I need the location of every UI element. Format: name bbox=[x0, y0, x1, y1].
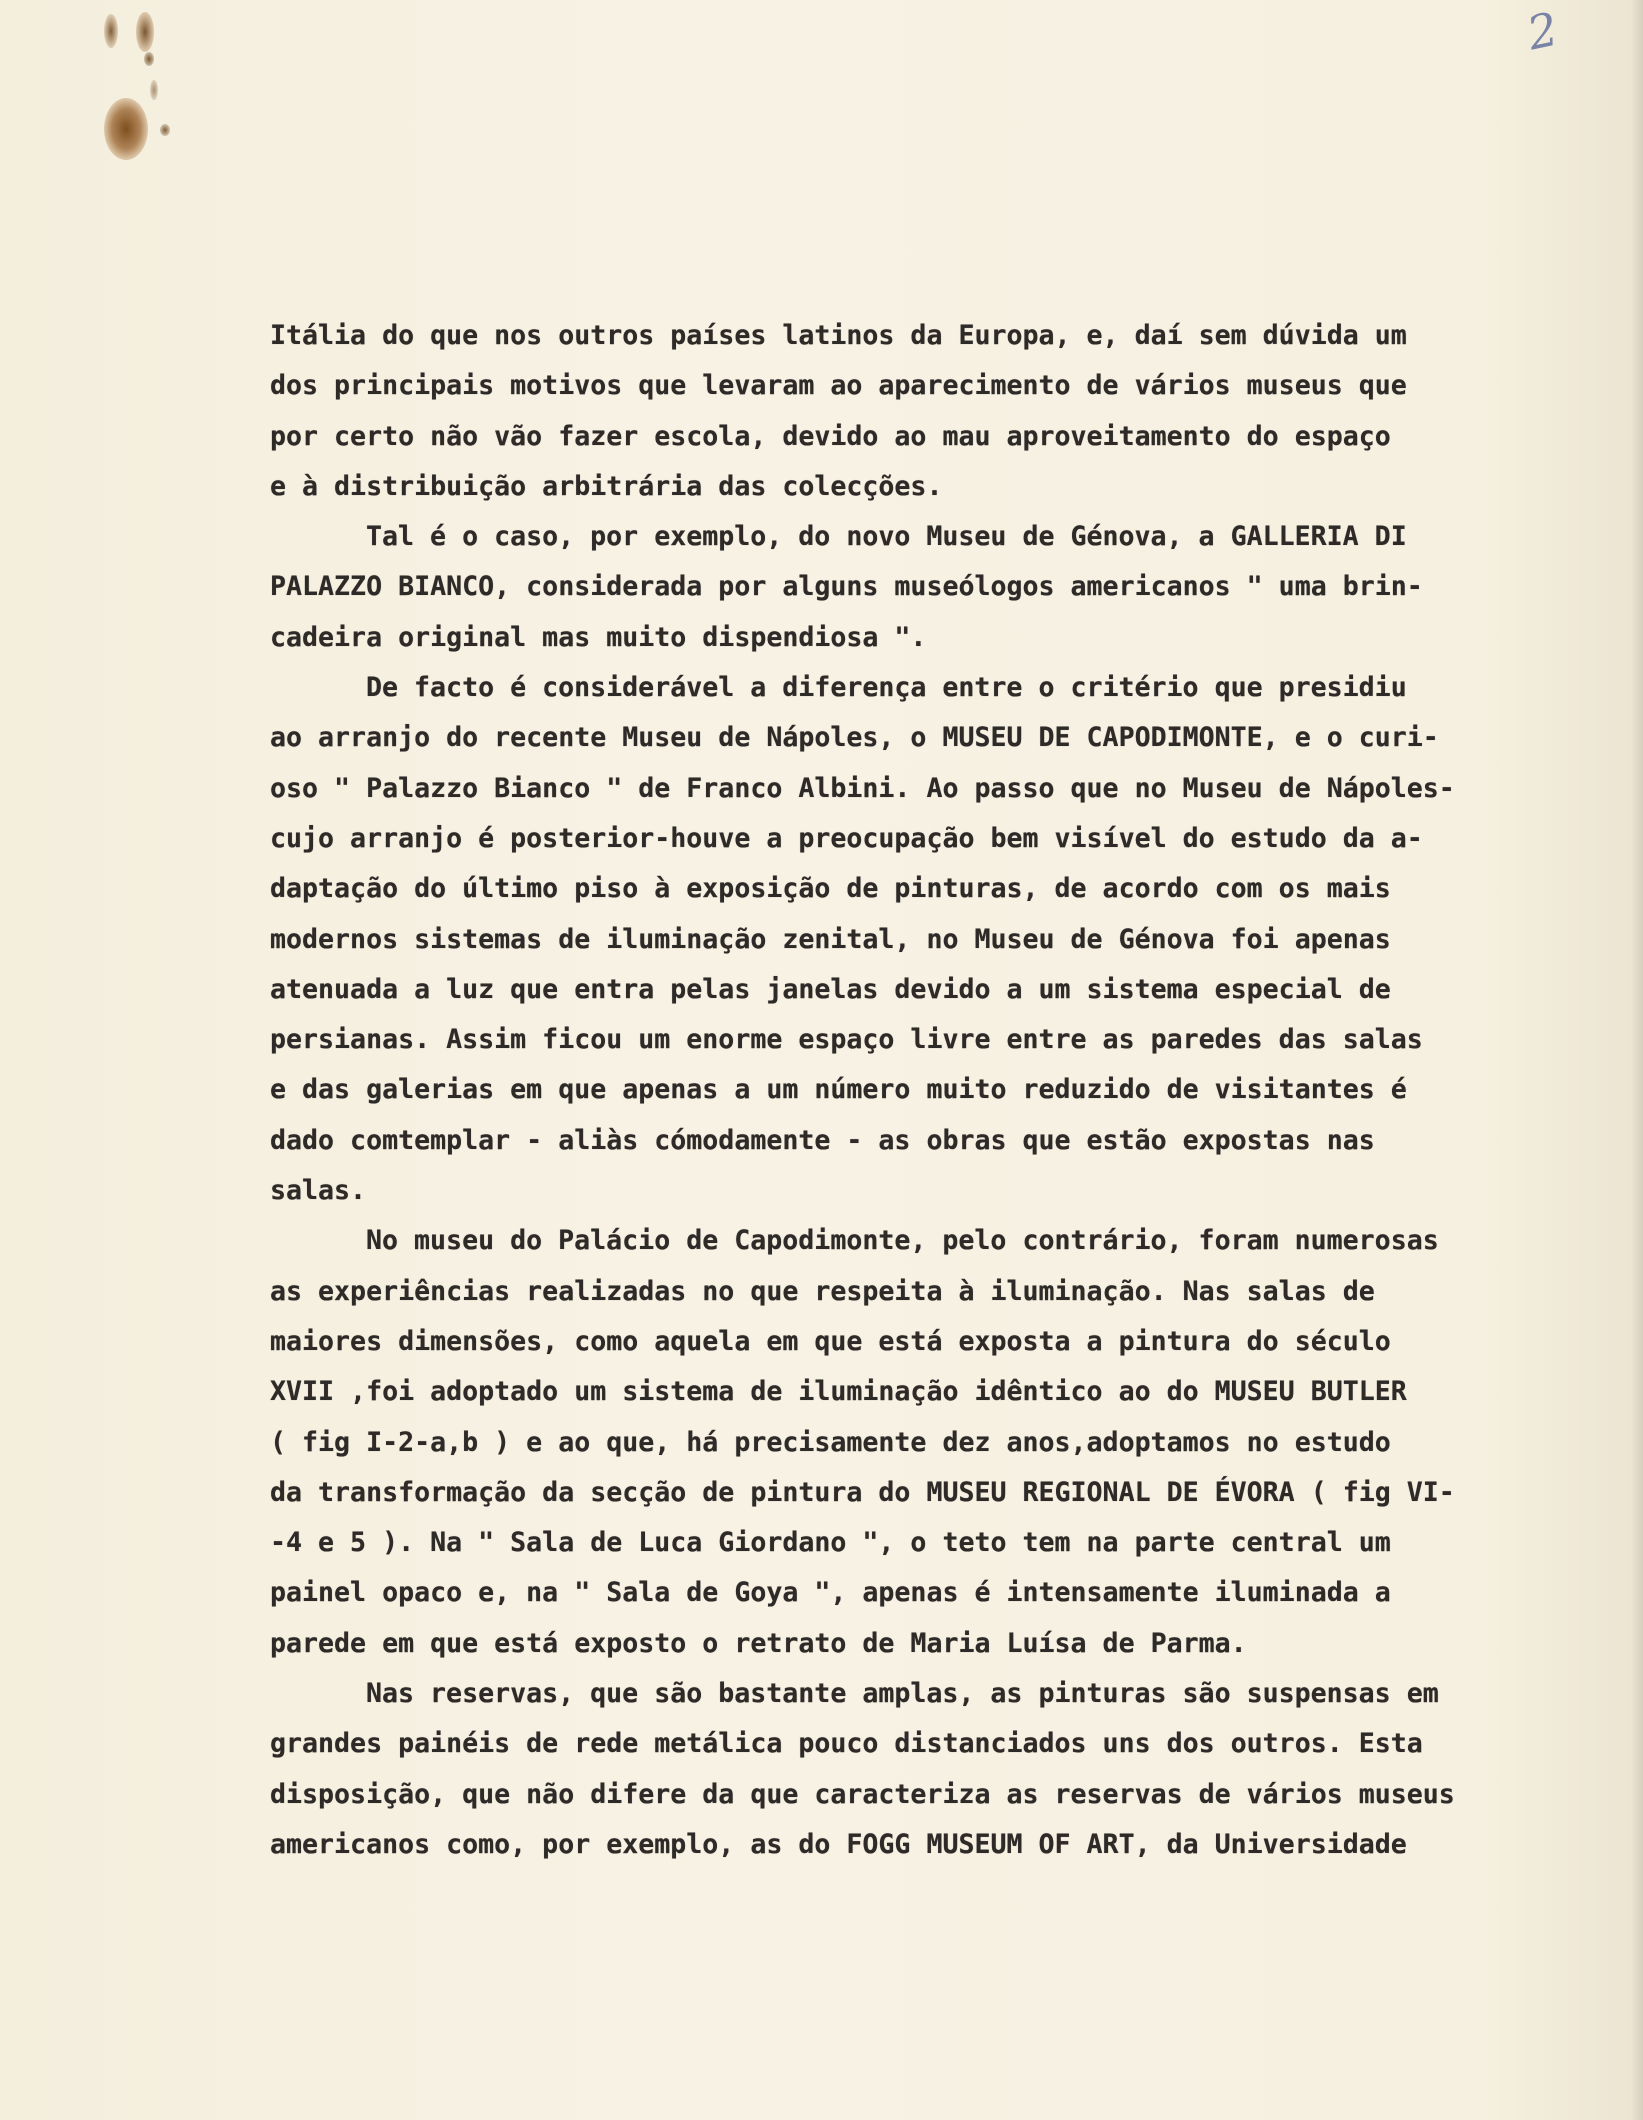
paragraph bbox=[270, 311, 1630, 512]
paragraph bbox=[270, 1216, 1630, 1669]
paragraph bbox=[270, 1669, 1630, 1870]
text-line: No museu do Palácio de Capodimonte, pelo contrário, foram numerosas bbox=[366, 1225, 1439, 1257]
paragraph bbox=[270, 512, 1630, 663]
handwritten-page-number: 2 bbox=[1522, 1, 1563, 61]
text-line: americanos como, por exemplo, as do FOGG MUSEUM OF ART, da Universidade bbox=[270, 1828, 1407, 1860]
text-line: ( fig I-2-a,b ) e ao que, há precisamente dez anos,adoptamos no estudo bbox=[270, 1426, 1391, 1458]
stain-mark bbox=[136, 12, 154, 52]
stain-mark bbox=[104, 98, 148, 160]
text-line: maiores dimensões, como aquela em que está exposta a pintura do século bbox=[270, 1325, 1391, 1357]
text-line: e à distribuição arbitrária das colecções. bbox=[270, 470, 943, 502]
stain-mark bbox=[150, 80, 158, 100]
text-line: Tal é o caso, por exemplo, do novo Museu de Génova, a GALLERIA DI bbox=[366, 521, 1407, 553]
text-line: ao arranjo do recente Museu de Nápoles, o MUSEU DE CAPODIMONTE, e o curi- bbox=[270, 722, 1439, 754]
text-line: cujo arranjo é posterior-houve a preocupação bem visível do estudo da a- bbox=[270, 822, 1423, 854]
text-line: atenuada a luz que entra pelas janelas devido a um sistema especial de bbox=[270, 973, 1391, 1005]
text-line: painel opaco e, na " Sala de Goya ", apenas é intensamente iluminada a bbox=[270, 1577, 1391, 1609]
text-line: por certo não vão fazer escola, devido ao mau aproveitamento do espaço bbox=[270, 420, 1391, 452]
text-line: XVII ,foi adoptado um sistema de iluminação idêntico ao do MUSEU BUTLER bbox=[270, 1376, 1407, 1408]
page-edge-shadow bbox=[1631, 0, 1643, 2120]
text-line: da transformação da secção de pintura do MUSEU REGIONAL DE ÉVORA ( fig VI- bbox=[270, 1476, 1455, 1508]
text-line: modernos sistemas de iluminação zenital, no Museu de Génova foi apenas bbox=[270, 923, 1391, 955]
text-line: grandes painéis de rede metálica pouco distanciados uns dos outros. Esta bbox=[270, 1728, 1423, 1760]
text-line: dado comtemplar - aliàs cómodamente - as obras que estão expostas nas bbox=[270, 1124, 1375, 1156]
text-line: Nas reservas, que são bastante amplas, as pinturas são suspensas em bbox=[366, 1678, 1439, 1710]
text-line: e das galerias em que apenas a um número muito reduzido de visitantes é bbox=[270, 1074, 1407, 1106]
text-line: salas. bbox=[270, 1175, 367, 1207]
text-line: parede em que está exposto o retrato de Maria Luísa de Parma. bbox=[270, 1627, 1247, 1659]
text-line: oso " Palazzo Bianco " de Franco Albini. Ao passo que no Museu de Nápoles- bbox=[270, 772, 1455, 804]
text-line: -4 e 5 ). Na " Sala de Luca Giordano ", o teto tem na parte central um bbox=[270, 1527, 1391, 1559]
text-line: PALAZZO BIANCO, considerada por alguns museólogos americanos " uma brin- bbox=[270, 571, 1423, 603]
typewritten-text-body bbox=[270, 311, 1630, 1870]
paragraph bbox=[270, 663, 1630, 1216]
stain-mark bbox=[160, 124, 170, 136]
stain-mark bbox=[104, 14, 118, 48]
text-line: as experiências realizadas no que respeita à iluminação. Nas salas de bbox=[270, 1275, 1375, 1307]
text-line: dos principais motivos que levaram ao aparecimento de vários museus que bbox=[270, 370, 1407, 402]
stain-mark bbox=[144, 52, 154, 66]
text-line: persianas. Assim ficou um enorme espaço livre entre as paredes das salas bbox=[270, 1024, 1423, 1056]
text-line: cadeira original mas muito dispendiosa ". bbox=[270, 621, 927, 653]
text-line: Itália do que nos outros países latinos da Europa, e, daí sem dúvida um bbox=[270, 320, 1407, 351]
text-line: De facto é considerável a diferença entre o critério que presidiu bbox=[366, 672, 1407, 704]
text-line: daptação do último piso à exposição de pinturas, de acordo com os mais bbox=[270, 873, 1391, 905]
text-line: disposição, que não difere da que caracteriza as reservas de vários museus bbox=[270, 1778, 1455, 1810]
